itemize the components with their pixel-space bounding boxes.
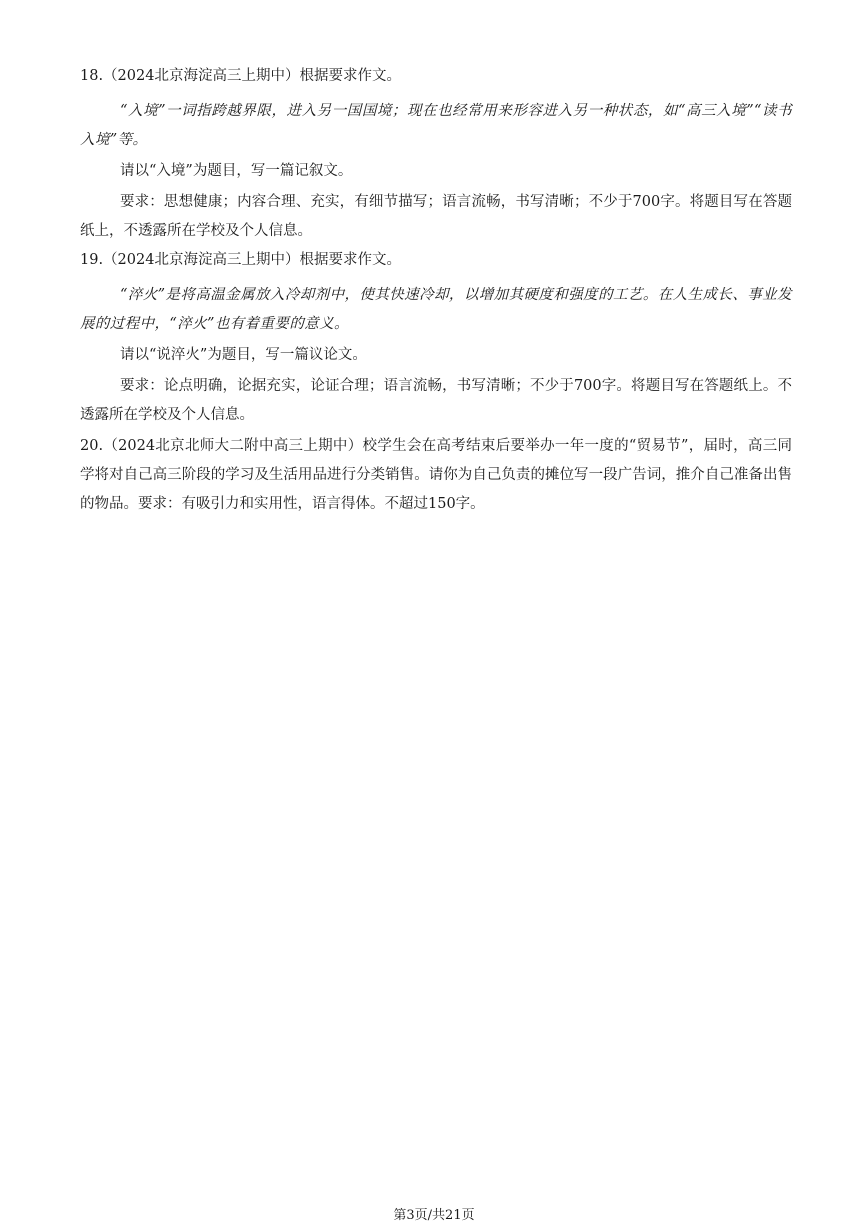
question-19-material: “淬火”是将高温金属放入冷却剂中，使其快速冷却，以增加其硬度和强度的工艺。在人生成长、事业发展的过程中，“淬火”也有着重要的意义。 [80,287,792,332]
question-18-material: “入境”一词指跨越界限，进入另一国国境；现在也经常用来形容进入另一种状态，如“高三入境”“读书入境”等。 [80,103,792,148]
question-19 [80,248,792,430]
question-20 [80,432,792,519]
question-18-heading: 18.（2024北京海淀高三上期中）根据要求作文。 [80,68,401,84]
question-18 [80,64,792,246]
question-20-text: 20.（2024北京北师大二附中高三上期中）校学生会在高考结束后要举办一年一度的“贸易节”，届时，高三同学将对自己高三阶段的学习及生活用品进行分类销售。请你为自己负责的摊位写一段广告词，推介自己准备出售的物品。要求：有吸引力和实用性，语言得体。不超过150字。 [80,438,792,512]
question-19-prompt: 请以“说淬火”为题目，写一篇议论文。 [120,347,367,363]
question-18-prompt: 请以“入境”为题目，写一篇记叙文。 [120,163,353,179]
question-18-requirements: 要求：思想健康；内容合理、充实，有细节描写；语言流畅，书写清晰；不少于700字。将题目写在答题纸上，不透露所在学校及个人信息。 [80,194,792,239]
page-number-footer: 第3页/共21页 [393,1208,475,1223]
question-19-requirements: 要求：论点明确，论据充实，论证合理；语言流畅，书写清晰；不少于700字。将题目写在答题纸上。不透露所在学校及个人信息。 [80,378,792,423]
page-content [80,64,792,519]
question-19-heading: 19.（2024北京海淀高三上期中）根据要求作文。 [80,252,401,268]
